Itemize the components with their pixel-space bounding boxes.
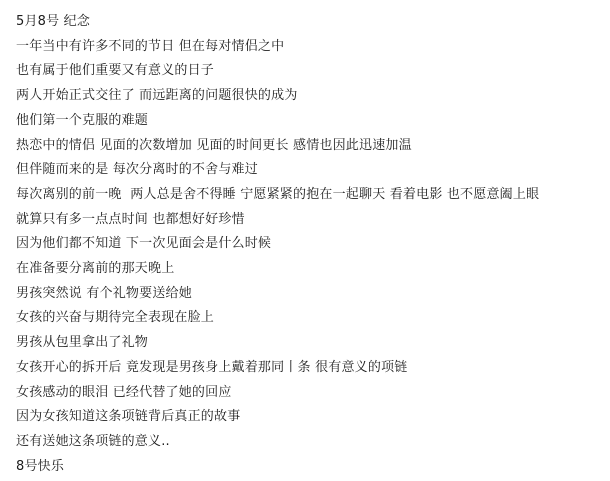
document-line: 因为他们都不知道 下一次见面会是什么时候 [16, 236, 272, 252]
document-line: 男孩从包里拿出了礼物 [16, 335, 149, 351]
document-line: 因为女孩知道这条项链背后真正的故事 [16, 409, 241, 425]
document-line: 但伴随而来的是 每次分离时的不舍与难过 [16, 162, 258, 178]
document-line: 女孩的兴奋与期待完全表现在脸上 [16, 310, 215, 326]
document-line: 男孩突然说 有个礼物要送给她 [16, 285, 192, 301]
document-line: 女孩开心的拆开后 竟发现是男孩身上戴着那同丨条 很有意义的项链 [16, 359, 408, 375]
document-line: 他们第一个克服的难题 [16, 112, 149, 128]
document-line: 也有属于他们重要又有意义的日子 [16, 63, 215, 79]
document-line: 两人开始正式交往了 而远距离的问题很快的成为 [16, 88, 298, 104]
document-line: 女孩感动的眼泪 已经代替了她的回应 [16, 384, 232, 400]
document-line: 5月8号 纪念 [16, 14, 91, 29]
document-line: 热恋中的情侣 见面的次数增加 见面的时间更长 感情也因此迅速加温 [16, 137, 412, 153]
document-line: 就算只有多一点点时间 也都想好好珍惜 [16, 211, 245, 227]
document-line: 8号快乐 [16, 458, 65, 474]
document-line: 还有送她这条项链的意义.. [16, 433, 170, 449]
document-line: 一年当中有许多不同的节日 但在每对情侣之中 [16, 38, 285, 54]
document-line: 每次离别的前一晚 两人总是舍不得睡 宁愿紧紧的抱在一起聊天 看着电影 也不愿意阖上眼 [16, 186, 540, 202]
document-line: 在准备要分离前的那天晚上 [16, 261, 175, 277]
